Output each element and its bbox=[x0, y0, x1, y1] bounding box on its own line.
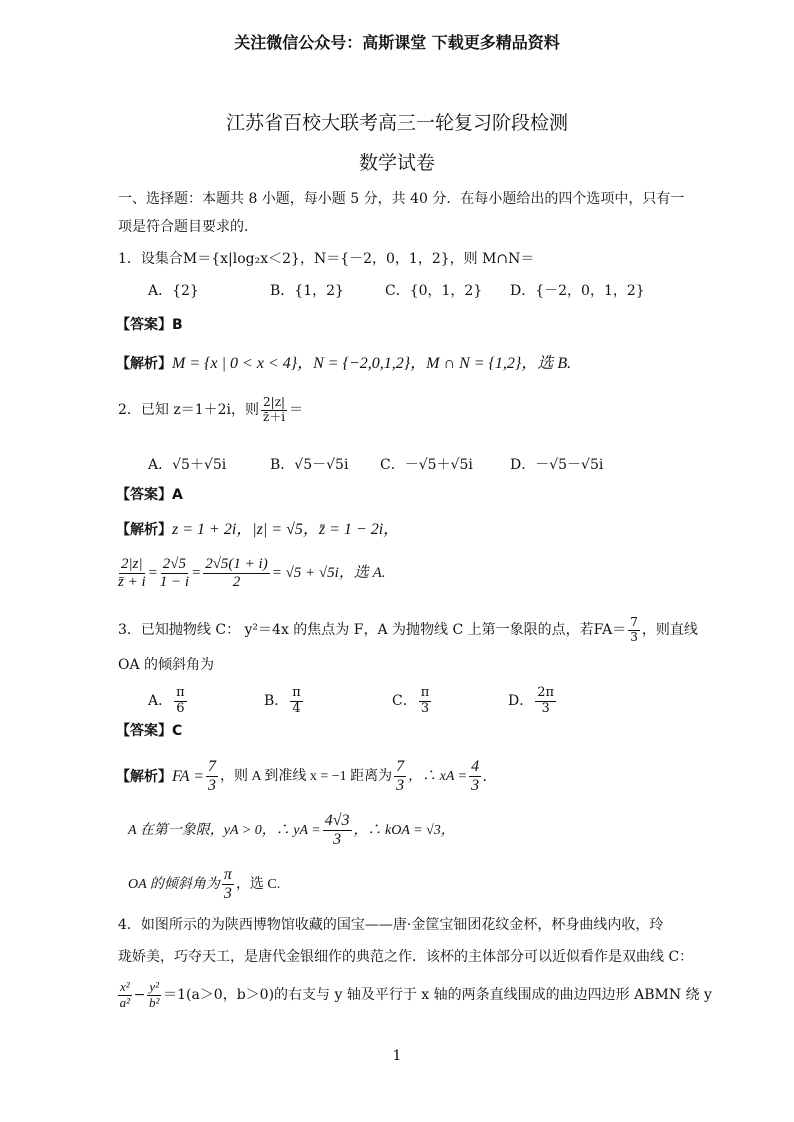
q2-stem-fraction bbox=[261, 396, 287, 425]
q1-option-b: B．{1，2} bbox=[270, 283, 344, 299]
q3-stem-post: ，则直线 bbox=[641, 622, 698, 639]
answer-label: 【答案】 bbox=[116, 317, 172, 333]
fraction-denominator: 3 bbox=[208, 777, 216, 795]
fraction-numerator: 7 bbox=[394, 758, 406, 777]
q3-analysis-line1 bbox=[116, 758, 487, 796]
q2-option-c: C．－√5＋√5i bbox=[380, 457, 473, 473]
fraction-numerator: 2√5 bbox=[161, 556, 188, 574]
promo-banner: 关注微信公众号：高斯课堂 下载更多精品资料 bbox=[234, 33, 560, 52]
fraction-numerator: 2√5(1 + i) bbox=[203, 556, 270, 574]
fraction-denominator: 3 bbox=[630, 629, 638, 644]
fraction bbox=[118, 980, 132, 1011]
fraction-numerator: 2π bbox=[537, 685, 555, 700]
q2-stem-pre: 2．已知 z＝1＋2i，则 bbox=[118, 402, 260, 419]
fraction-numerator: y² bbox=[149, 979, 160, 994]
fraction-denominator: z̄＋i bbox=[262, 409, 286, 424]
q1-analysis bbox=[116, 356, 571, 372]
q3-analysis-line2 bbox=[128, 812, 455, 850]
q2-stem-post: ＝ bbox=[289, 402, 304, 419]
fraction-denominator: a² bbox=[119, 994, 131, 1010]
fraction bbox=[203, 556, 270, 592]
fraction-denominator: 3 bbox=[333, 831, 342, 849]
exam-title: 江苏省百校大联考高三一轮复习阶段检测 bbox=[225, 112, 568, 134]
q2-option-b: B．√5－√5i bbox=[270, 457, 349, 473]
fraction bbox=[147, 980, 161, 1011]
option-letter: A． bbox=[148, 693, 173, 710]
analysis-text: ，∴ xA = bbox=[408, 768, 468, 784]
fraction-denominator: 3 bbox=[396, 777, 405, 795]
fraction-numerator: 7 bbox=[630, 615, 638, 629]
q2-option-a: A．√5＋√5i bbox=[148, 457, 227, 473]
q3-stem-line2: OA 的倾斜角为 bbox=[118, 657, 215, 673]
answer-value: A bbox=[172, 487, 183, 503]
fraction-numerator: 2|z| bbox=[263, 395, 286, 409]
option-letter: C． bbox=[392, 693, 417, 710]
fraction bbox=[160, 556, 189, 592]
analysis-text: ，∴ kOA = √3， bbox=[353, 822, 455, 838]
analysis-text: ，选 C. bbox=[235, 876, 281, 892]
option-fraction bbox=[535, 686, 556, 717]
q1-option-a: A．{2} bbox=[148, 283, 199, 299]
fraction-denominator: z̄ + i bbox=[118, 574, 146, 591]
fraction-numerator: 4 bbox=[469, 758, 481, 777]
fraction-numerator: π bbox=[222, 866, 234, 885]
option-fraction bbox=[419, 686, 432, 717]
q4-line1: 4．如图所示的为陕西博物馆收藏的国宝——唐·金筐宝钿团花纹金杯，杯身曲线内收，玲 bbox=[118, 917, 664, 933]
q3-stem-pre: 3．已知抛物线 C： y²＝4x 的焦点为 F，A 为抛物线 C 上第一象限的点，若FA＝ bbox=[118, 622, 627, 639]
page-number: 1 bbox=[392, 1048, 402, 1064]
q3-analysis-line3 bbox=[128, 866, 280, 904]
q4-line3-text: ＝1(a＞0，b＞0)的右支与 y 轴及平行于 x 轴的两条直线围成的曲边四边形 ABMN 绕 y bbox=[163, 987, 712, 1004]
analysis-label: 【解析】 bbox=[116, 768, 172, 785]
q1-answer bbox=[116, 318, 183, 332]
answer-value: C bbox=[172, 723, 183, 739]
fraction-denominator: 1 − i bbox=[159, 574, 190, 591]
analysis-label: 【解析】 bbox=[116, 356, 172, 372]
fraction-denominator: 2 bbox=[232, 574, 241, 591]
q2-analysis-line1 bbox=[116, 522, 399, 538]
fraction bbox=[323, 812, 352, 850]
q2-option-d: D．－√5－√5i bbox=[510, 457, 604, 473]
minus-sign: − bbox=[133, 987, 146, 1004]
analysis-text: ，则 A 到准线 x = −1 距离为 bbox=[220, 768, 393, 784]
fraction bbox=[394, 758, 406, 796]
fraction-numerator: π bbox=[292, 685, 301, 700]
q3-option-a bbox=[148, 686, 189, 717]
fraction-denominator: b² bbox=[149, 994, 160, 1010]
fraction-numerator: π bbox=[176, 685, 185, 700]
analysis-text: FA = bbox=[172, 767, 204, 785]
fraction-denominator: 3 bbox=[541, 700, 550, 716]
fraction-numerator: 7 bbox=[206, 758, 218, 777]
option-letter: B． bbox=[264, 693, 289, 710]
fraction-numerator: 2|z| bbox=[119, 556, 145, 574]
fraction-denominator: 3 bbox=[420, 700, 430, 716]
analysis-text: OA 的倾斜角为 bbox=[128, 876, 220, 892]
q3-answer bbox=[116, 724, 182, 738]
option-fraction bbox=[290, 686, 303, 717]
q1-option-c: C．{0，1，2} bbox=[385, 283, 483, 299]
analysis-tail: = √5 + √5i，选 A. bbox=[271, 565, 386, 582]
q4-line2: 珑娇美，巧夺天工，是唐代金银细作的典范之作．该杯的主体部分可以近似看作是双曲线 C： bbox=[118, 949, 694, 965]
section-instructions-line2: 项是符合题目要求的． bbox=[118, 219, 258, 235]
q2-stem bbox=[118, 396, 303, 425]
fraction bbox=[118, 556, 146, 592]
fraction-denominator: 3 bbox=[471, 777, 480, 795]
analysis-text: A 在第一象限，yA > 0，∴ yA = bbox=[128, 822, 321, 838]
answer-label: 【答案】 bbox=[116, 487, 172, 503]
fraction-denominator: 4 bbox=[292, 700, 301, 716]
q4-line3 bbox=[116, 980, 712, 1011]
analysis-text: . bbox=[483, 767, 488, 785]
fraction bbox=[469, 758, 481, 796]
fraction bbox=[222, 866, 234, 904]
q3-stem-line1 bbox=[118, 616, 698, 645]
fraction-numerator: x² bbox=[120, 979, 130, 994]
q1-stem: 1．设集合M＝{x|log₂x＜2}，N＝{－2，0，1，2}，则 M∩N＝ bbox=[118, 251, 535, 267]
q3-option-b bbox=[264, 686, 305, 717]
equals: = bbox=[147, 565, 158, 582]
analysis-text: z = 1 + 2i，|z| = √5，z̄ = 1 − 2i， bbox=[172, 521, 400, 538]
answer-value: B bbox=[172, 317, 183, 333]
section-instructions-line1: 一、选择题：本题共 8 小题，每小题 5 分，共 40 分．在每小题给出的四个选项中，只有一 bbox=[118, 191, 685, 207]
fraction bbox=[206, 758, 218, 796]
fraction-numerator: π bbox=[420, 685, 430, 700]
q3-option-d bbox=[508, 686, 558, 717]
fraction-denominator: 3 bbox=[223, 885, 232, 903]
q3-option-c bbox=[392, 686, 433, 717]
q3-stem-fraction bbox=[628, 616, 640, 645]
equals: = bbox=[191, 565, 202, 582]
option-fraction bbox=[174, 686, 187, 717]
analysis-label: 【解析】 bbox=[116, 522, 172, 538]
q2-answer bbox=[116, 488, 183, 502]
fraction-denominator: 6 bbox=[176, 700, 185, 716]
fraction-numerator: 4√3 bbox=[323, 812, 352, 831]
exam-subtitle: 数学试卷 bbox=[358, 152, 435, 174]
option-letter: D． bbox=[508, 693, 534, 710]
q1-option-d: D．{－2，0，1，2} bbox=[510, 283, 645, 299]
answer-label: 【答案】 bbox=[116, 723, 172, 739]
analysis-text: M = {x | 0 < x < 4}，N = {−2,0,1,2}，M ∩ N = {1,2}，选 B. bbox=[172, 355, 572, 372]
q2-analysis-line2 bbox=[116, 556, 386, 592]
